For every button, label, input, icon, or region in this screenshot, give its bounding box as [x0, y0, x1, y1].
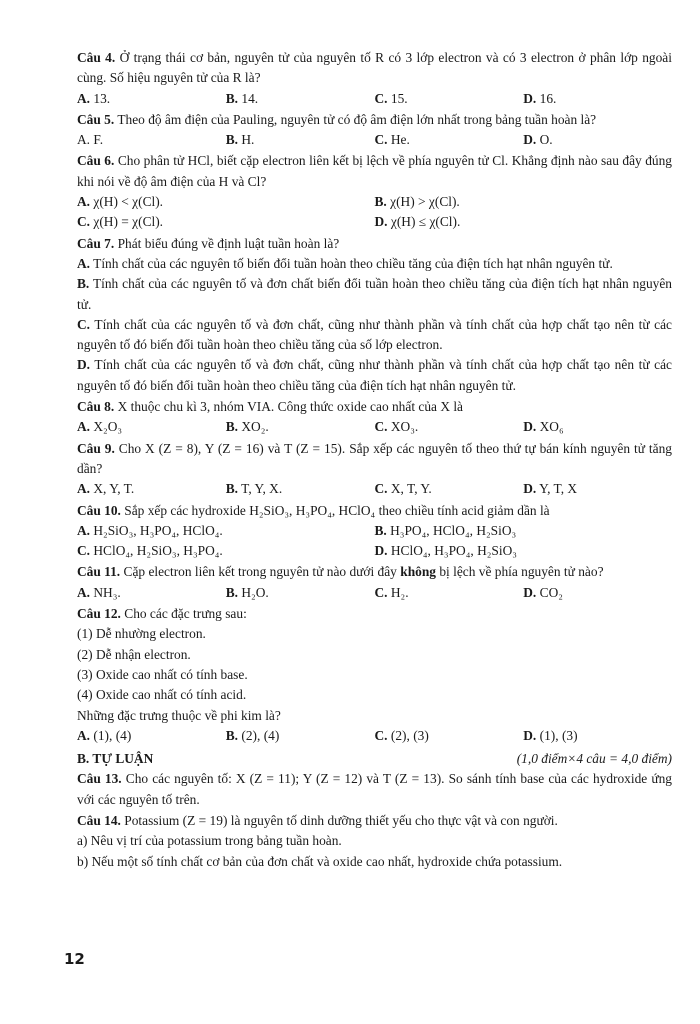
option-b: B. H₃PO₄, HClO₄, H₂SiO₃: [374, 522, 517, 538]
option-a: A. F.: [77, 132, 104, 148]
feature-item: (3) Oxide cao nhất có tính base.: [77, 666, 248, 682]
option-c: C. He.: [374, 132, 410, 148]
option-b: B. T, Y, X.: [225, 481, 283, 497]
option-a: A. (1), (4): [77, 727, 132, 743]
option-c: C. (2), (3): [374, 727, 429, 743]
feature-item: (1) Dễ nhường electron.: [77, 626, 206, 642]
question-9: [77, 439, 672, 500]
question-list: [77, 48, 672, 872]
question-11: [77, 562, 672, 603]
option-d: D. (1), (3): [523, 727, 578, 743]
option-c: C. H₂.: [374, 584, 409, 600]
question-text: Cặp electron liên kết trong nguyên tử nào dưới đây: [123, 564, 397, 580]
section-header: [77, 749, 672, 769]
question-text: X thuộc chu kì 3, nhóm VIA. Công thức oxide cao nhất của X là: [117, 399, 464, 415]
sub-question: Những đặc trưng thuộc về phi kim là?: [77, 707, 281, 723]
option-c: C. χ(H) = χ(Cl).: [77, 214, 164, 230]
option-b: B. H₂O.: [225, 584, 269, 600]
question-text: Potassium (Z = 19) là nguyên tố dinh dưỡng thiết yếu cho thực vật và con người.: [124, 812, 558, 828]
question-7: [77, 234, 672, 396]
question-text: Phát biểu đúng về định luật tuần hoàn là?: [117, 235, 340, 251]
option-d: D. 16.: [523, 90, 557, 106]
option-b: B. H.: [225, 132, 255, 148]
option-c: C. HClO₄, H₂SiO₃, H₃PO₄.: [77, 543, 223, 559]
options: [77, 726, 672, 746]
option-b: B. Tính chất của các nguyên tố và đơn chất biến đổi tuần hoàn theo chiều tăng của điện tích hạt nhân nguyên tử.: [77, 276, 673, 312]
emphasis-not: không: [400, 564, 436, 580]
question-10: [77, 501, 672, 562]
option-d: D. CO₂: [523, 584, 563, 600]
question-number: Câu 14.: [77, 812, 121, 828]
option-a: A. X, Y, T.: [77, 481, 135, 497]
question-5: [77, 110, 672, 151]
question-text: Cho phân tử HCl, biết cặp electron liên kết bị lệch về phía nguyên tử Cl. Khẳng định nào sau đây đúng khi nói về độ âm điện của H và Cl?: [77, 153, 672, 189]
question-text: Cho X (Z = 8), Y (Z = 16) và T (Z = 15). Sắp xếp các nguyên tố theo thứ tự bán kính nguyên tử tăng dần?: [77, 440, 672, 476]
options: [77, 130, 672, 150]
option-a: A. 13.: [77, 90, 111, 106]
sub-part-b: b) Nếu một số tính chất cơ bản của đơn chất và oxide cao nhất, hydroxide chứa potassium.: [77, 853, 563, 869]
option-b: B. χ(H) > χ(Cl).: [374, 194, 460, 210]
question-number: Câu 5.: [77, 111, 115, 127]
question-number: Câu 7.: [77, 235, 115, 251]
options: [77, 417, 672, 437]
option-d: D. χ(H) ≤ χ(Cl).: [374, 214, 461, 230]
question-number: Câu 8.: [77, 399, 115, 415]
options: [77, 583, 672, 603]
question-number: Câu 10.: [77, 502, 121, 518]
section-title: B. TỰ LUẬN: [77, 751, 154, 767]
option-a: A. X₂O₃: [77, 419, 123, 435]
page-number: 12: [64, 950, 85, 968]
question-4: [77, 48, 672, 109]
option-a: A. Tính chất của các nguyên tố biến đổi tuần hoàn theo chiều tăng của điện tích hạt nhân nguyên tử.: [77, 255, 613, 271]
option-b: B. XO₂.: [225, 419, 269, 435]
option-c: C. XO₃.: [374, 419, 419, 435]
question-text: Theo độ âm điện của Pauling, nguyên tử có độ âm điện lớn nhất trong bảng tuần hoàn là?: [117, 111, 597, 127]
option-a: A. H₂SiO₃, H₃PO₄, HClO₄.: [77, 522, 223, 538]
question-number: Câu 12.: [77, 606, 121, 622]
options: [77, 521, 672, 541]
option-a: A. NH₃.: [77, 584, 121, 600]
option-d: D. Tính chất của các nguyên tố và đơn chất, cũng như thành phần và tính chất của hợp chất tạo nên từ các nguyên tố đó biến đổi tuần hoàn theo chiều tăng của điện tích hạt nhân nguyên tử.: [77, 357, 673, 393]
option-a: A. χ(H) < χ(Cl).: [77, 194, 164, 210]
question-6: [77, 151, 672, 232]
question-number: Câu 13.: [77, 771, 122, 787]
option-b: B. (2), (4): [225, 727, 280, 743]
question-text-end: bị lệch về phía nguyên tử nào?: [439, 564, 604, 580]
question-text: Cho các nguyên tố: X (Z = 11); Y (Z = 12) và T (Z = 13). So sánh tính base của các hydroxide ứng với các nguyên tố trên.: [77, 771, 672, 807]
options: [77, 192, 672, 212]
section-score: (1,0 điểm×4 câu = 4,0 điểm): [516, 751, 672, 767]
sub-part-a: a) Nêu vị trí của potassium trong bảng tuần hoàn.: [77, 833, 342, 849]
question-text: Cho các đặc trưng sau:: [124, 606, 247, 622]
feature-item: (2) Dễ nhận electron.: [77, 646, 191, 662]
question-text: Sắp xếp các hydroxide H₂SiO₃, H₃PO₄, HClO₄ theo chiều tính acid giảm dần là: [124, 502, 550, 518]
option-d: D. Y, T, X: [523, 481, 578, 497]
question-number: Câu 6.: [77, 153, 115, 169]
question-12: [77, 604, 672, 746]
options: [77, 479, 672, 499]
option-d: D. HClO₄, H₃PO₄, H₂SiO₃: [374, 543, 517, 559]
feature-item: (4) Oxide cao nhất có tính acid.: [77, 687, 247, 703]
options: [77, 212, 672, 232]
option-c: C. Tính chất của các nguyên tố và đơn chất, cũng như thành phần và tính chất của hợp chất tạo nên từ các nguyên tố đó biến đổi tuần hoàn theo chiều tăng của số lớp electron.: [77, 316, 673, 353]
options: [77, 541, 672, 561]
option-d: D. XO₆: [523, 419, 564, 435]
option-c: C. X, T, Y.: [374, 481, 432, 497]
question-13: [77, 769, 672, 810]
option-d: D. O.: [523, 132, 553, 148]
question-number: Câu 4.: [77, 50, 116, 65]
question-text: Ở trạng thái cơ bản, nguyên tử của nguyên tố R có 3 lớp electron và có 3 electron ở phân lớp ngoài cùng. Số hiệu nguyên tử của R là?: [77, 50, 672, 86]
question-number: Câu 9.: [77, 440, 115, 456]
option-c: C. 15.: [374, 90, 408, 106]
question-8: [77, 397, 672, 438]
question-number: Câu 11.: [77, 564, 121, 580]
option-b: B. 14.: [225, 90, 259, 106]
question-14: [77, 811, 672, 872]
options: [77, 89, 672, 109]
